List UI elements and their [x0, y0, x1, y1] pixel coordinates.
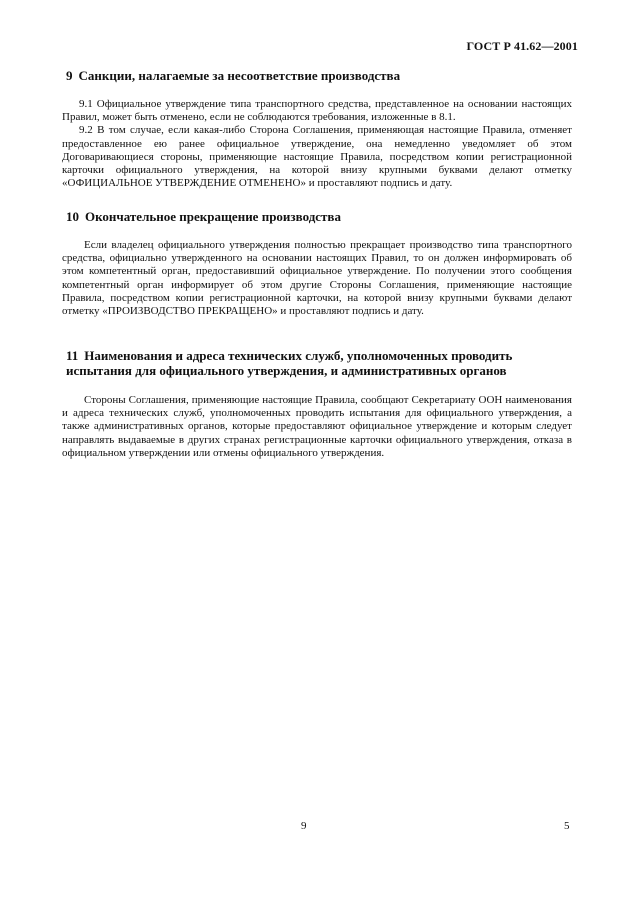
paragraph-11: Стороны Соглашения, применяющие настоящие Правила, сообщают Секретариату ООН наименования и адреса технических служб, уполномоченных проводить испытания для официального утверждения, а также административных органов, которые предоставляют официальное утверждение и которым следует направлять выдаваемые в других странах регистрационные карточки официального утверждения, отказа в официальном утверждении или отмены официального утверждения. [62, 394, 572, 459]
section-11 [62, 348, 572, 460]
paragraph-10: Если владелец официального утверждения полностью прекращает производство типа транспортного средства, официально утвержденного на основании настоящих Правил, то он должен информировать об этом компетентный орган, предоставивший официальное утверждение. По получении этого сообщения компетентный орган информирует об этом другие Стороны Соглашения, применяющие настоящие Правила, посредством копии регистрационной карточки, на которой внизу крупными буквами делают отметку «ПРОИЗВОДСТВО ПРЕКРАЩЕНО» и проставляют подпись и дату. [62, 239, 572, 318]
paragraph-9-1: 9.1 Официальное утверждение типа транспортного средства, представленное на основании настоящих Правил, может быть отменено, если не соблюдаются требования, изложенные в 8.1. [62, 98, 572, 124]
section-10-heading [66, 209, 572, 224]
section-9-number: 9 [66, 68, 73, 83]
section-9-title: Санкции, налагаемые за несоответствие производства [78, 68, 401, 83]
section-9-body [62, 98, 572, 190]
section-11-heading [66, 348, 572, 378]
inner-page-number: 9 [301, 820, 307, 832]
outer-page-number: 5 [564, 820, 570, 832]
section-11-body [62, 394, 572, 460]
section-9-heading [66, 68, 572, 83]
section-10 [62, 209, 572, 318]
section-10-title: Окончательное прекращение производства [85, 209, 341, 224]
paragraph-9-2: 9.2 В том случае, если какая-либо Сторона Соглашения, применяющая настоящие Правила, отменяет предоставленное ею ранее официальное утверждение, она немедленно уведомляет об этом Договаривающиеся стороны, применяющие настоящие Правила, посредством копии регистрационной карточки официального утверждения, на которой внизу крупными буквами делают отметку «ОФИЦИАЛЬНОЕ УТВЕРЖДЕНИЕ ОТМЕНЕНО» и проставляют подпись и дату. [62, 124, 572, 190]
section-11-title: Наименования и адреса технических служб, уполномоченных проводить испытания для официального утверждения, и административных органов [66, 348, 513, 378]
document-code: ГОСТ Р 41.62—2001 [466, 39, 578, 53]
section-11-number: 11 [66, 348, 79, 363]
section-10-number: 10 [66, 209, 79, 224]
section-9 [62, 68, 572, 190]
section-10-body [62, 239, 572, 318]
